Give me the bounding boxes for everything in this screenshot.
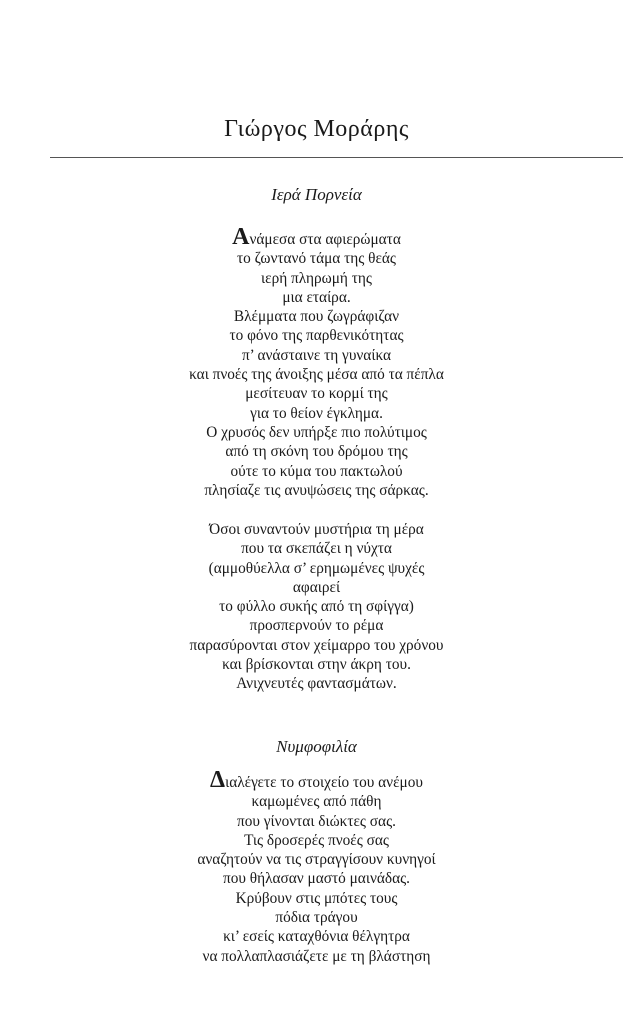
poem-line: το φόνο της παρθενικότητας [229,327,404,345]
poem-line: προσπερνούν το ρέμα [249,617,384,635]
poem-line: κι’ εσείς καταχθόνια θέλγητρα [223,928,410,946]
poem-line: Βλέμματα που ζωγράφιζαν [233,308,400,326]
poem-line: Όσοι συναντούν μυστήρια τη μέρα [209,521,424,538]
poem-line: Ανιχνευτές φαντασμάτων. [236,675,397,693]
poem-line: αφαιρεί [292,578,341,596]
poem-line: που γίνονται διώκτες σας. [237,812,396,830]
poem-line: αναζητούν να τις στραγγίσουν κυνηγοί [197,851,436,869]
poem-line [0,224,633,250]
poem-line: μεσίτευαν το κορμί της [245,385,388,403]
poem-line: που θήλασαν μαστό μαινάδας. [223,870,410,888]
poem-line: πόδια τράγου [275,909,358,927]
poem-line: και βρίσκονται στην άκρη του. [222,656,411,674]
poem-line: για το θείον έγκλημα. [250,404,383,422]
poem-line: Τις δροσερές πνοές σας [244,831,389,849]
poem-line: Ο χρυσός δεν υπήρξε πιο πολύτιμος [206,423,427,441]
poem-title: Ιερά Πορνεία [271,185,362,204]
poem-line: ούτε το κύμα του πακτωλού [230,462,403,480]
stanza [0,224,633,500]
poem-line [0,767,633,793]
first-line-text: νάμεσα στα αφιερώματα [249,231,401,248]
poem-line: το φύλλο συκής από τη σφίγγα) [219,598,414,616]
poem-line: που τα σκεπάζει η νύχτα [241,540,392,558]
header-rule [50,157,623,158]
poem-line: πλησίαζε τις ανυψώσεις της σάρκας. [204,481,429,499]
drop-cap: Δ [210,767,226,793]
stanza [0,520,633,694]
poem-line: (αμμοθύελλα σ’ ερημωμένες ψυχές [208,559,425,577]
stanza [0,767,633,966]
poem-line: Κρύβουν στις μπότες τους [235,889,398,907]
poem-line: και πνοές της άνοιξης μέσα από τα πέπλα [189,366,444,384]
poem-line: π’ ανάσταινε τη γυναίκα [241,346,392,364]
poem-line: ιερή πληρωμή της [261,269,372,287]
drop-cap: Α [232,224,250,250]
poem-line: καμωμένες από πάθη [251,793,382,811]
first-line-text: ιαλέγετε το στοιχείο του ανέμου [225,774,423,791]
poem-line: να πολλαπλασιάζετε με τη βλάστηση [202,947,431,965]
poem-line: μια εταίρα. [282,288,351,306]
poem-title: Νυμφοφιλία [276,737,357,756]
poem-line: από τη σκόνη του δρόμου της [225,443,408,461]
poem-line: το ζωντανό τάμα της θεάς [237,250,396,268]
poem-line: παρασύρονται στον χείμαρρο του χρόνου [189,636,444,654]
author-name: Γιώργος Μοράρης [224,116,409,142]
